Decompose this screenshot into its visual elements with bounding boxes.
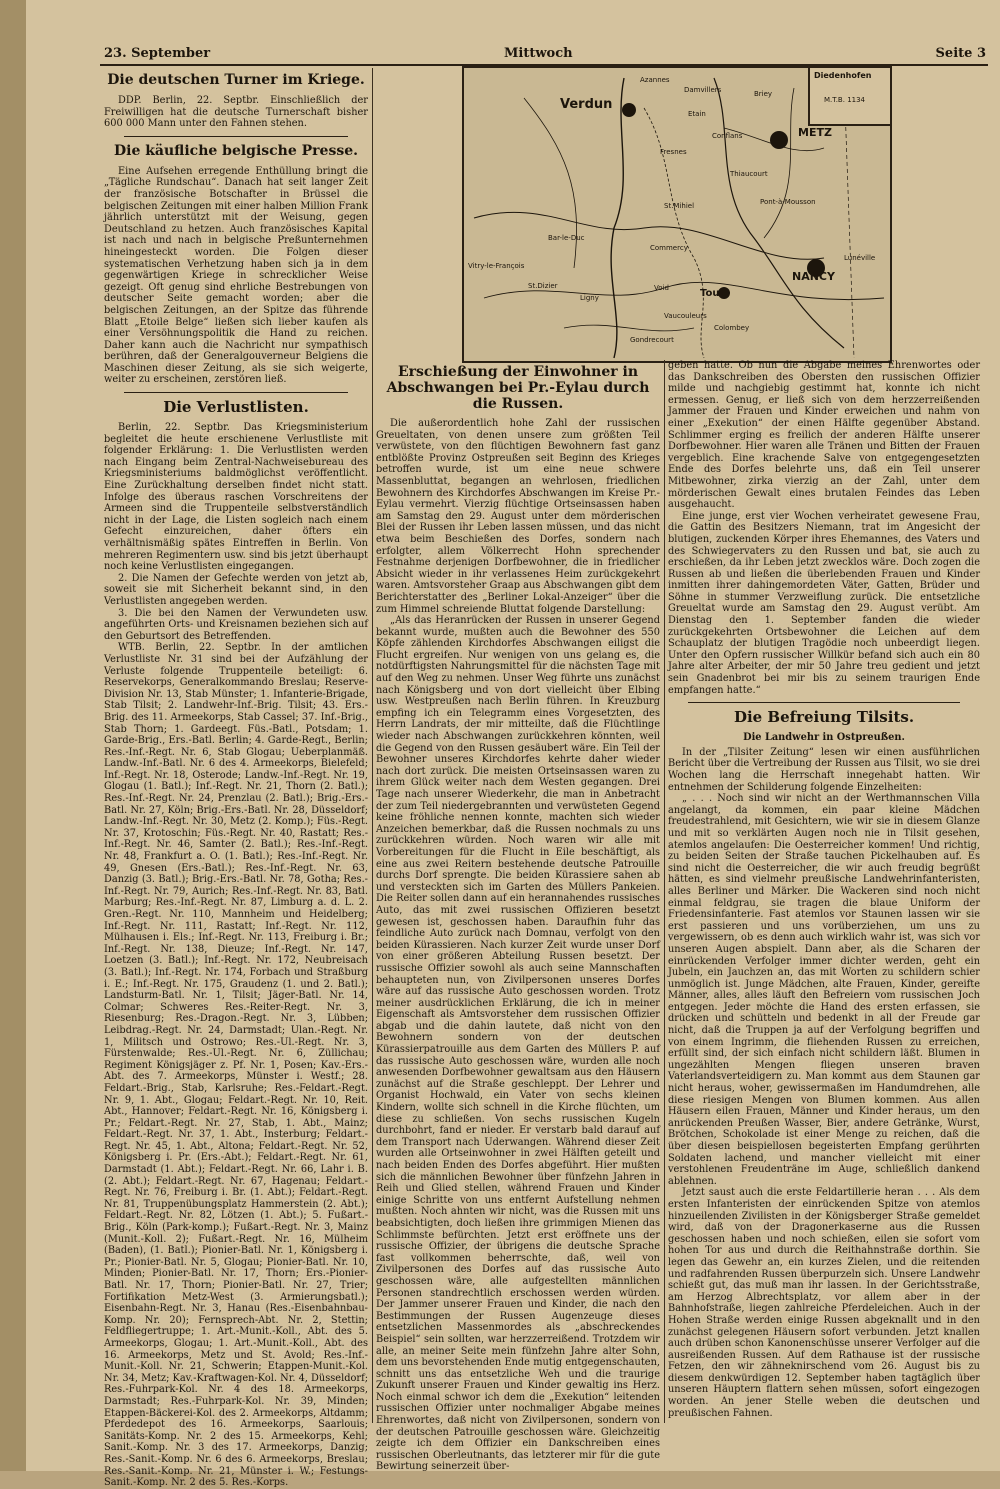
- binding-gutter: [0, 0, 26, 1471]
- article-tilsit-2: „ . . . Noch sind wir nicht an der Werthmannschen Villa angelangt, da kommen, ein paar kleine Mädchen freudestrahlend, mit Gesichtern, wie wir sie in diesem Glanze und mit so verklärten Augen noch nie in Tilsit gesehen, atemlos angelaufen: Die Oesterreicher kommen! Und richtig, zu beiden Seiten der Straße tauchen Pickelhauben auf. Es sind nicht die Oesterreicher, die wir auch freudig begrüßt hätten, es sind vielmehr preußische Landwehrinfanteristen, alles Berliner und Märker. Die Wackeren sind noch nicht einmal feldgrau, sie tragen die blaue Uniform der Friedensinfanterie. Fast atemlos vor Staunen lassen wir sie erst passieren und uns vorüberziehen, um uns zu vergewissern, ob es denn auch wirklich wahr ist, was sich vor unseren Augen abspielt. Dann aber, als die Scharen der einrückenden Verfolger immer dichter werden, geht ein Jubeln, ein Jauchzen an, das mit Worten zu schildern schier unmöglich ist. Junge Mädchen, alte Frauen, Kinder, gereifte Männer, alles, alles läuft den Befreiern vom russischen Joch entgegen. Jeder möchte die Hand des ersten erfassen, sie drücken und schütteln und bedenkt in all der Freude gar nicht, daß die Truppen ja auf der Verfolgung begriffen und von einem Ingrimm, die fliehenden Russen zu erreichen, erfüllt sind, der sich einfach nicht schildern läßt. Blumen in ungezählten Mengen fliegen unseren braven Vaterlandsverteidigern zu. Man kommt aus dem Staunen gar nicht heraus, woher, gewissermaßen im Handumdrehen, alle diese riesigen Mengen von Blumen kommen. Aus allen Häusern eilen Frauen, Männer und Kinder heraus, um den anrückenden Preußen Wasser, Bier, andere Getränke, Wurst, Brötchen, Schokolade ist einer Menge zu reichen, daß die über diesen beispiellosen begeisterten Empfang gerührten Soldaten lachend, und mancher vielleicht mit einer verstohlenen Freudenträne im Auge, schließlich dankend ablehnen.: [668, 793, 980, 1187]
- subheadline-tilsit: Die Landwehr in Ostpreußen.: [743, 732, 905, 744]
- article-abschwangen-4: Eine junge, erst vier Wochen verheiratet gewesene Frau, die Gattin des Besitzers Niemann, trat im Angesicht der blutigen, zuckenden Körper ihres Ehemannes, des Vaters und des Schwiegervaters zu den Russen und bat, sie auch zu erschießen, da ihr Leben jetzt zwecklos wäre. Doch zogen die Russen ab und ließen die überlebenden Frauen und Kinder inmitten ihrer dahingemordeten Väter, Gatten, Brüder und Söhne in stummer Verzweiflung zurück. Die entsetzliche Greueltat wurde am Samstag den 29. August verübt. Am Dienstag den 1. September fanden die wieder zurückgekehrten Ortsbewohner die Leichen auf dem Schauplatz der blutigen Tragödie noch unbeerdigt liegen. Unter den Opfern russischer Willkür befand sich auch ein 80 Jahre alter Arbeiter, der mir 50 Jahre treu gedient und jetzt sein Gnadenbrot bei mir bis zu seinem traurigen Ende empfangen hatte.“: [668, 510, 980, 696]
- article-verlustlisten-3: 3. Die bei den Namen der Verwundeten usw. angeführten Orts- und Kreisnamen beziehen sich auf den Geburtsort des Betreffenden.: [104, 607, 368, 642]
- map-city-gondrecourt: Gondrecourt: [630, 336, 674, 344]
- headline-presse: Die käufliche belgische Presse.: [113, 142, 358, 159]
- map-city-thiaucourt: Thiaucourt: [730, 170, 768, 178]
- map-city-stdizier: St.Dizier: [528, 282, 558, 290]
- map-city-damvillers: Damvillers: [684, 86, 722, 94]
- article-turner: DDP. Berlin, 22. Septbr. Einschließlich der Freiwilligen hat die deutsche Turnerschaft bisher 600 000 Mann unter den Fahnen stehen.: [104, 95, 368, 130]
- article-tilsit-1: In der „Tilsiter Zeitung“ lesen wir einen ausführlichen Bericht über die Vertreibung der Russen aus Tilsit, wo sie drei Wochen lang die Herrschaft innegehabt hatten. Wir entnehmen der Schilderung folgende Einzelheiten:: [668, 746, 980, 793]
- article-tilsit-3: Jetzt saust auch die erste Feldartillerie heran . . . Als dem ersten Infanteristen der einrückenden Spitze von atemlos hinzueilenden Zivilisten in der Königsberger Straße gemeldet wird, daß von der Dragonerkaserne aus die Russen geschossen haben und noch schießen, eilen sie sofort vom hohen Tor aus und durch die Reithahnstraße dorthin. Sie legen das Gewehr an, ein kurzes Zielen, und die reitenden und radfahrenden Russen überpurzeln sich. Unsere Landwehr schießt gut, das muß man ihr lassen. In der Gerichtsstraße, am Herzog Albrechtsplatz, vor allem aber in der Bahnhofstraße, liegen zahlreiche Pferdeleichen. Auch in der Hohen Straße werden einige Russen abgeknallt und in den zunächst gelegenen Häusern sofort verbunden. Jetzt knallen auch drüben schon Kanonenschüsse unserer Verfolger auf die ausreißenden Russen. Auf dem Rathause ist der russische Fetzen, den wir zähneknirschend vom 26. August bis zu diesem denkwürdigen 12. September haben tagtäglich über unseren Häuptern flattern sehen müssen, sofort eingezogen worden. An jener Stelle weben die deutschen und preußischen Fahnen.: [668, 1187, 980, 1419]
- map-legend: [808, 66, 892, 126]
- map-city-vaucouleurs: Vaucouleurs: [664, 312, 707, 320]
- article-abschwangen-3: geben hatte. Ob nun die Abgabe meines Ehrenwortes oder das Dankschreiben des Obersten den russischen Offizier milde und nachgiebig gestimmt hat, konnte ich nicht ermessen. Genug, er ließ sich von dem herzzerreißenden Jammer der Frauen und Kinder erweichen und nahm von einer „Exekution“ der einen Hälfte gegenüber Abstand. Schlimmer erging es freilich der anderen Hälfte unserer Dorfbewohner. Hier waren alle Tränen und Bitten der Frauen vergeblich. Eine krachende Salve von entgegengesetzten Ende des Dorfes belehrte uns, daß ein Teil unserer Mitbewohner, zirka vierzig an der Zahl, unter dem mörderischen Gewalt eines brutalen Feindes das Leben ausgehaucht.: [668, 360, 980, 511]
- column-1: [104, 68, 368, 1489]
- map-legend-title: Diedenhofen: [814, 71, 872, 80]
- header-page-number: Seite 3: [935, 46, 986, 61]
- article-verlustlisten-1: Berlin, 22. Septbr. Das Kriegsministerium begleitet die heute erschienene Verlustliste mit folgender Erklärung: 1. Die Verlustlisten werden nach Eingang beim Zentral-Nachweisebureau des Kriegsministeriums baldmöglichst veröffentlicht. Eine Zurückhaltung derselben findet nicht statt. Infolge des überaus raschen Vorschreitens der Armeen sind die Truppenteile selbstverständlich nicht in der Lage, die Listen sogleich nach einem Gefecht einzureichen, daher öfters ein verhältnismäßig spätes Eintreffen in Berlin. Von mehreren Regimentern usw. sind bis jetzt überhaupt noch keine Verlustlisten eingegangen.: [104, 422, 368, 573]
- map-city-ligny: Ligny: [580, 294, 599, 302]
- article-abschwangen-2: „Als das Heranrücken der Russen in unserer Gegend bekannt wurde, mußten auch die Bewohner des 550 Köpfe zählenden Kirchdorfes Abschwangen eiligst die Flucht ergreifen. Nur wenigen von uns gelang es, die notdürftigsten Nahrungsmittel für die nächsten Tage mit auf den Weg zu nehmen. Unser Weg führte uns zunächst nach Königsberg und von dort vielleicht über Elbing usw. Westpreußen nach Berlin führen. In Kreuzburg empfing ich ein Telegramm eines Vorgesetzten, des Herrn Landrats, der mir mitteilte, daß die Flüchtlinge wieder nach Abschwangen zurückkehren könnten, weil die Gegend von den Russen gesäubert wäre. Ein Teil der Bewohner unseres Kirchdorfes kehrte daher wieder nach dort zurück. Die meisten Ortseinsassen waren zu ihrem Glück weiter nach dem Westen gegangen. Drei Tage nach unserer Wiederkehr, die man in Anbetracht der zum Teil niedergebrannten und verwüsteten Gegend keine fröhliche nennen konnte, machten sich wieder Anzeichen bemerkbar, daß die Russen nochmals zu uns zurückkehren würden. Noch waren wir alle mit Vorbereitungen für die Flucht in Eile beschäftigt, als eine aus zwei Reitern bestehende deutsche Patrouille durchs Dorf sprengte. Die beiden Kürassiere sahen ab und versteckten sich im Garten des Müllers Pankeien. Die Reiter sollen dann auf ein herannahendes russisches Auto, das mit zwei russischen Offizieren besetzt gewesen ist, geschossen haben. Daraufhin fuhr das feindliche Auto zurück nach Domnau, verfolgt von den beiden Kürassieren. Nach kurzer Zeit wurde unser Dorf von einer größeren Abteilung Russen besetzt. Der russische Offizier sowohl als auch seine Mannschaften behaupteten nun, von Zivilpersonen unseres Dorfes wäre auf das russische Auto geschossen worden. Trotz meiner ausdrücklichen Erklärung, die ich in meiner Eigenschaft als Amtsvorsteher dem russischen Offizier abgab und die dahin lautete, daß nicht von den Bewohnern sondern von der deutschen Kürassierpatrouille aus dem Garten des Müllers P. auf das russische Auto geschossen wäre, wurden alle noch anwesenden Dorfbewohner gewaltsam aus den Häusern zunächst auf die Straße geschleppt. Der Lehrer und Organist Hochwald, ein Vater von sechs kleinen Kindern, wollte sich schnell in die Kirche flüchten, um diese zu schließen. Von sechs russischen Kugeln durchbohrt, fand er nieder. Er verstarb bald darauf auf dem Transport nach Uderwangen. Während dieser Zeit wurden alle Ortseinwohner in zwei Hälften geteilt und nach beiden Enden des Dorfes abgeführt. Hier mußten sich die männlichen Bewohner über fünfzehn Jahren in Reih und Glied stellen, während Frauen und Kinder einige Schritte von uns entfernt Aufstellung nehmen mußten. Noch ahnten wir nicht, was die Russen mit uns beabsichtigten, doch ließen ihre grimmigen Mienen das Schlimmste befürchten. Jetzt erst eröffnete uns der russische Offizier, der übrigens die deutsche Sprache fast vollkommen beherrschte, daß, weil von Zivilpersonen des Dorfes auf das russische Auto geschossen wäre, alle aufgestellten männlichen Personen standrechtlich erschossen werden würden. Der Jammer unserer Frauen und Kinder, die nach den Bestimmungen der Russen Augenzeuge dieses entsetzlichen Massenmordes als „abschreckendes Beispiel“ sein sollten, war herzzerreißend. Trotzdem wir alle, an meiner Seite mein fünfzehn Jahre alter Sohn, dem uns bevorstehenden Ende mutig entgegenschauten, schnitt uns das entsetzliche Weh und die traurige Zukunft unserer Frauen und Kinder gewaltig ins Herz. Noch einmal schwor ich dem die „Exekution“ leitenden russischen Offizier unter nochmaliger Abgabe meines Ehrenwortes, daß nicht von Zivilpersonen, sondern von der deutschen Patrouille geschossen wäre. Gleichzeitig zeigte ich dem Offizier ein Dankschreiben eines russischen Oberleutnants, das letzterer mir für die gute Bewirtung seinerzeit über-: [376, 615, 660, 1473]
- map-city-commercy: Commercy: [650, 244, 688, 252]
- map-city-briey: Briey: [754, 90, 773, 98]
- map-city-void: Void: [654, 284, 669, 292]
- map-city-colombey: Colombey: [714, 324, 750, 332]
- article-verlustlisten-2: 2. Die Namen der Gefechte werden von jetzt ab, soweit sie mit Sicherheit bekannt sind, in den Verlustlisten angegeben werden.: [104, 572, 368, 607]
- column-separator: [372, 68, 373, 1423]
- article-abschwangen-1: Die außerordentlich hohe Zahl der russischen Greueltaten, von denen unsere zum größten Teil verwüstete, von den flüchtigen Bewohnern fast ganz entblößte Provinz Ostpreußen seit Beginn des Krieges betroffen wurde, ist um eine neue schwere Massenbluttat, begangen an wehrlosen, friedlichen Bewohnern des Kirchdorfes Abschwangen im Kreise Pr.-Eylau vermehrt. Vierzig flüchtige Ortseinsassen haben am Samstag den 29. August unter dem mörderischen Blei der Russen ihr Leben lassen müssen, und das nicht etwa beim Beschießen des Dorfes, sondern nach erfolgter, allem Völkerrecht Hohn sprechender Festnahme derjenigen Dorfbewohner, die in friedlicher Absicht wieder in ihr verlassenes Heim zurückgekehrt waren. Amtsvorsteher Graap aus Abschwangen gibt dem Berichterstatter des „Berliner Lokal-Anzeiger“ über die zum Himmel schreiende Bluttat folgende Darstellung:: [376, 418, 660, 615]
- map-city-etain: Etain: [688, 110, 706, 118]
- map-city-luneville: Lunéville: [844, 254, 876, 262]
- map-legend-scale: M.T.B. 1134: [824, 96, 866, 104]
- page-header: [104, 46, 986, 64]
- header-day: Mittwoch: [504, 46, 573, 61]
- map-city-stmihiel: St.Mihiel: [664, 202, 695, 210]
- divider: [124, 392, 348, 393]
- map-city-vitry: Vitry-le-François: [468, 262, 525, 270]
- headline-turner: Die deutschen Turner im Kriege.: [107, 72, 365, 88]
- article-presse: Eine Aufsehen erregende Enthüllung bringt die „Tägliche Rundschau“. Danach hat seit langer Zeit der französische Botschafter in Brüssel die belgischen Zeitungen mit einer halben Million Frank jährlich unterstützt mit der Weisung, gegen Deutschland zu hetzen. Auch französisches Kapital ist nach und nach in belgische Preßunternehmen hineingesteckt worden. Die Folgen dieser systematischen Verhetzung haben sich ja in dem gegenwärtigen Kriege in schrecklicher Weise gezeigt. Oft genug sind ehrliche Bestrebungen von deutscher Seite gemacht worden; aber die belgischen Zeitungen, an der Spitze das führende Blatt „Etoile Belge“ ließen sich lieber kaufen als einer Versöhnungspolitik die Hand zu reichen. Daher kann auch die Nachricht nur sympathisch berühren, daß der Generalgouverneur Belgiens die Maschinen dieser Zeitung, als sie sich weigerte, weiter zu erscheinen, zerstören ließ.: [104, 165, 368, 386]
- divider: [124, 136, 348, 137]
- headline-abschwangen: Erschießung der Einwohner in Abschwangen bei Pr.-Eylau durch die Russen.: [386, 364, 650, 412]
- headline-tilsit: Die Befreiung Tilsits.: [733, 708, 915, 727]
- divider: [688, 702, 960, 703]
- header-date: 23. September: [104, 46, 211, 61]
- map-city-fresnes: Fresnes: [660, 148, 687, 156]
- map-city-toul: Toul: [700, 288, 723, 299]
- map-city-pontamousson: Pont-à-Mousson: [760, 198, 816, 206]
- map-city-barleduc: Bar-le-Duc: [548, 234, 585, 242]
- column-separator: [664, 360, 665, 1423]
- headline-verlustlisten: Die Verlustlisten.: [163, 398, 309, 417]
- map-city-metz: METZ: [798, 126, 832, 139]
- map-city-conflans: Conflans: [712, 132, 743, 140]
- article-verlustlisten-4: WTB. Berlin, 22. Septbr. In der amtlichen Verlustliste Nr. 31 sind bei der Aufzählung der Verluste folgende Truppenteile beteiligt: 6. Reservekorps, Generalkommando Breslau; Reserve-Division Nr. 13, Stab Münster; 1. Infanterie-Brigade, Stab Tilsit; 2. Landwehr-Inf.-Brig. Tilsit; 43. Ers.-Brig. des 11. Armeekorps, Stab Cassel; 37. Inf.-Brig., Stab Thorn; 1. Gardeegt. Füs.-Batl., Potsdam; 1. Garde-Brig., Ers.-Batl. Berlin; 4. Garde-Regt., Berlin; Res.-Inf.-Regt. Nr. 6, Stab Glogau; Ueberplanmäß. Landw.-Inf.-Batl. Nr. 6 des 4. Armeekorps, Bielefeld; Inf.-Regt. Nr. 18, Osterode; Landw.-Inf.-Regt. Nr. 19, Glogau (1. Batl.); Inf.-Regt. Nr. 21, Thorn (2. Batl.); Res.-Inf.-Regt. Nr. 24, Prenzlau (2. Batl.); Brig.-Ers.-Batl. Nr. 27, Köln; Brig.-Ers.-Batl. Nr. 28, Düsseldorf; Landw.-Inf.-Regt. Nr. 30, Metz (2. Komp.); Füs.-Regt. Nr. 37, Krotoschin; Füs.-Regt. Nr. 40, Rastatt; Res.-Inf.-Regt. Nr. 46, Samter (2. Batl.); Res.-Inf.-Regt. Nr. 48, Frankfurt a. O. (1. Batl.); Res.-Inf.-Regt. Nr. 49, Gnesen (Ers.-Batl.); Res.-Inf.-Regt. Nr. 63, Danzig (3. Batl.); Brig.-Ers.-Batl. Nr. 78, Gotha; Res.-Inf.-Regt. Nr. 79, Aurich; Res.-Inf.-Regt. Nr. 83, Batl. Marburg; Res.-Inf.-Regt. Nr. 87, Limburg a. d. L. 2. Gren.-Regt. Nr. 110, Mannheim und Heidelberg; Inf.-Regt. Nr. 111, Rastatt; Inf.-Regt. Nr. 112, Mülhausen i. Els.; Inf.-Regt. Nr. 113, Freiburg i. Br.; Inf.-Regt. Nr. 138, Dieuze; Inf.-Regt. Nr. 147, Loetzen (3. Batl.); Inf.-Regt. Nr. 172, Neubreisach (3. Batl.); Inf.-Regt. Nr. 174, Forbach und Straßburg i. E.; Inf.-Regt. Nr. 175, Graudenz (1. und 2. Batl.); Landsturm-Batl. Nr. 1, Tilsit; Jäger-Batl. Nr. 14, Colmar; Schweres Res.-Reiter-Regt. Nr. 3, Riesenburg; Res.-Dragon.-Regt. Nr. 3, Lübben; Leibdrag.-Regt. Nr. 24, Darmstadt; Ulan.-Regt. Nr. 1, Militsch und Ostrowo; Res.-Ul.-Regt. Nr. 3, Fürstenwalde; Res.-Ul.-Regt. Nr. 6, Züllichau; Regiment Königsjäger z. Pf. Nr. 1, Posen; Kav.-Ers.-Abt. des 7. Armeekorps, Münster i. Westf.; 28. Feldart.-Brig., Stab, Karlsruhe; Res.-Feldart.-Regt. Nr. 9, 1. Abt., Glogau; Feldart.-Regt. Nr. 10, Reit. Abt., Hannover; Feldart.-Regt. Nr. 16, Königsberg i. Pr.; Feldart.-Regt. Nr. 27, Stab, 1. Abt., Mainz; Feldart.-Regt. Nr. 37, 1. Abt., Insterburg; Feldart.-Regt. Nr. 45, 1. Abt., Altona; Feldart.-Regt. Nr. 52, Königsberg i. Pr. (Ers.-Abt.); Feldart.-Regt. Nr. 61, Darmstadt (1. Abt.); Feldart.-Regt. Nr. 66, Lahr i. B. (2. Abt.); Feldart.-Regt. Nr. 67, Hagenau; Feldart.-Regt. Nr. 76, Freiburg i. Br. (1. Abt.); Feldart.-Regt. Nr. 81, Truppenübungsplatz Hammerstein (2. Abt.); Feldart.-Regt. Nr. 82, Lötzen (1. Abt.); 5. Fußart.-Brig., Köln (Park-komp.); Fußart.-Regt. Nr. 3, Mainz (Munit.-Koll. 2); Fußart.-Regt. Nr. 16, Mülheim (Baden), (1. Batl.); Pionier-Batl. Nr. 1, Königsberg i. Pr.; Pionier-Batl. Nr. 5, Glogau; Pionier-Batl. Nr. 10, Minden; Pionier-Batl. Nr. 17, Thorn; Ers.-Pionier-Batl. Nr. 17, Thorn; Pionier-Batl. Nr. 27, Trier; Fortifikation Metz-West (3. Armierungsbatl.); Eisenbahn-Regt. Nr. 3, Hanau (Res.-Eisenbahnbau-Komp. Nr. 20); Fernsprech-Abt. Nr. 2, Stettin; Feldfliegertruppe; 1. Art.-Munit.-Koll., Abt. des 5. Armeekorps, Glogau; 1. Art.-Munit.-Koll., Abt. des 16. Armeekorps, Metz und St. Avold; Res.-Inf.-Munit.-Koll. Nr. 21, Schwerin; Etappen-Munit.-Kol. Nr. 34, Metz; Kav.-Kraftwagen-Kol. Nr. 4, Düsseldorf; Res.-Fuhrpark-Kol. Nr. 4 des 18. Armeekorps, Darmstadt; Res.-Fuhrpark-Kol. Nr. 39, Minden; Etappen-Bäckerei-Kol. des 2. Armeekorps, Altdamm; Pferdedepot des 16. Armeekorps, Saarlouis; Sanitäts-Komp. Nr. 2 des 15. Armeekorps, Kehl; Sanit.-Komp. Nr. 3 des 17. Armeekorps, Danzig; Res.-Sanit.-Komp. Nr. 6 des 6. Armeekorps, Breslau; Res.-Sanit.-Komp. Nr. 21, Münster i. W.; Festungs-Sanit.-Komp. Nr. 2 des 5. Res.-Korps.: [104, 642, 368, 1489]
- map-city-nancy: NANCY: [792, 270, 835, 283]
- map-city-azannes: Azannes: [640, 76, 670, 84]
- map-city-verdun: Verdun: [560, 97, 613, 112]
- column-3: [668, 360, 980, 1428]
- column-2: [376, 360, 660, 1473]
